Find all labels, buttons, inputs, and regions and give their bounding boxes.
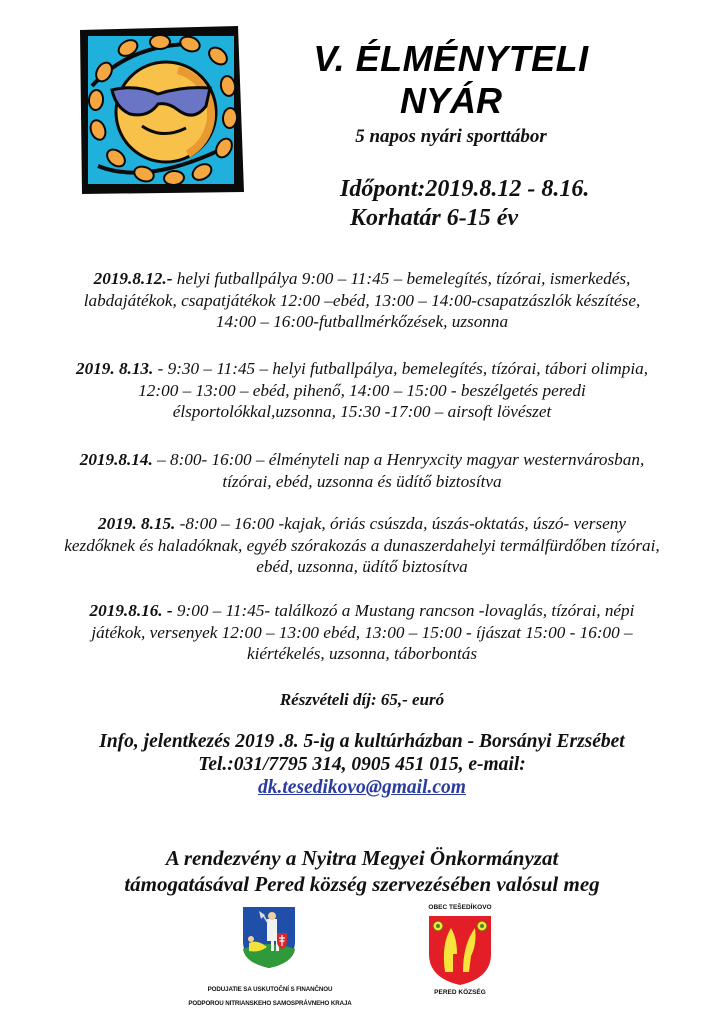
poster-title-line2: NYÁR bbox=[399, 80, 502, 121]
schedule-day-5-date: 2019.8.16. - bbox=[89, 601, 173, 620]
schedule-day-1-text: helyi futballpálya 9:00 – 11:45 – bemelegítés, tízórai, ismerkedés, labdajátékok, csapatjátékok 12:00 –ebéd, 13:00 – 14:00-csapatzászlók készítése, 14:00 – 16:00-futballmérkőzések, uzsonna bbox=[83, 269, 641, 331]
schedule-day-5-text: 9:00 – 11:45- találkozó a Mustang rancson -lovaglás, tízórai, népi játékok, versenyek 12:00 – 13:00 ebéd, 13:00 – 15:00 - íjászat 15:00 - 16:00 – kiértékelés, uzsonna, táborbontás bbox=[91, 601, 635, 663]
nitra-region-coat-of-arms-icon bbox=[241, 905, 297, 969]
event-dates: Időpont:2019.8.12 - 8.16. bbox=[340, 176, 590, 202]
nitra-support-line-2: PODPOROU NITRIANSKEHO SAMOSPRÁVNEHO KRAJA bbox=[188, 1000, 352, 1007]
sun-with-sunglasses-icon bbox=[78, 26, 244, 194]
contact-line-1: Info, jelentkezés 2019 .8. 5-ig a kultúrházban - Borsányi Erzsébet bbox=[99, 731, 625, 752]
schedule-day-2-text: - 9:30 – 11:45 – helyi futballpálya, bemelegítés, tízórai, tábori olimpia, 12:00 – 13:00 – ebéd, pihenő, 14:00 – 15:00 - beszélgetés peredi élsportolókkal,uzsonna, 15:30 -17:00 – airsoft lövészet bbox=[138, 359, 649, 421]
nitra-support-text bbox=[180, 983, 360, 1011]
tesedikovo-crest-title: OBEC TEŠEDÍKOVO bbox=[428, 904, 492, 911]
email-link[interactable]: dk.tesedikovo@gmail.com bbox=[258, 777, 466, 798]
poster-subtitle: 5 napos nyári sporttábor bbox=[355, 126, 547, 147]
schedule-day-3 bbox=[62, 449, 662, 492]
tesedikovo-crest-subtitle: PERED KÖZSÉG bbox=[434, 989, 486, 996]
schedule-day-5 bbox=[62, 600, 662, 665]
tesedikovo-coat-of-arms-icon bbox=[427, 914, 493, 986]
schedule-day-2 bbox=[62, 358, 662, 423]
schedule-day-4-text: -8:00 – 16:00 -kajak, óriás csúszda, úszás-oktatás, úszó- verseny kezdőknek és haladóknak, egyéb szórakozás a dunaszerdahelyi termálfürdőben tízórai, ebéd, uzsonna, üdítő biztosítva bbox=[64, 514, 660, 576]
schedule-day-1 bbox=[62, 268, 662, 333]
schedule-day-3-date: 2019.8.14. bbox=[79, 450, 153, 469]
schedule-day-4 bbox=[62, 513, 662, 578]
schedule-day-3-text: – 8:00- 16:00 – élményteli nap a Henryxcity magyar westernvárosban, tízórai, ebéd, uzsonna és üdítő biztosítva bbox=[152, 450, 645, 491]
sponsor-line-2: támogatásával Pered község szervezésében valósul meg bbox=[124, 872, 600, 896]
schedule-day-1-date: 2019.8.12.- bbox=[93, 269, 173, 288]
contact-info bbox=[40, 730, 684, 799]
age-limit: Korhatár 6-15 év bbox=[350, 205, 518, 231]
schedule-day-2-date: 2019. 8.13. bbox=[75, 359, 154, 378]
poster-title: V. ÉLMÉNYTELI bbox=[313, 38, 589, 79]
contact-line-2: Tel.:031/7795 314, 0905 451 015, e-mail: bbox=[198, 754, 526, 775]
participation-fee: Részvételi díj: 65,- euró bbox=[279, 690, 445, 709]
schedule-day-4-date: 2019. 8.15. bbox=[98, 514, 176, 533]
sponsor-line-1: A rendezvény a Nyitra Megyei Önkormányzat bbox=[165, 846, 559, 870]
sponsor-statement bbox=[30, 845, 694, 897]
nitra-support-line-1: PODUJATIE SA USKUTOČNÍ S FINANČNOU bbox=[207, 986, 333, 993]
